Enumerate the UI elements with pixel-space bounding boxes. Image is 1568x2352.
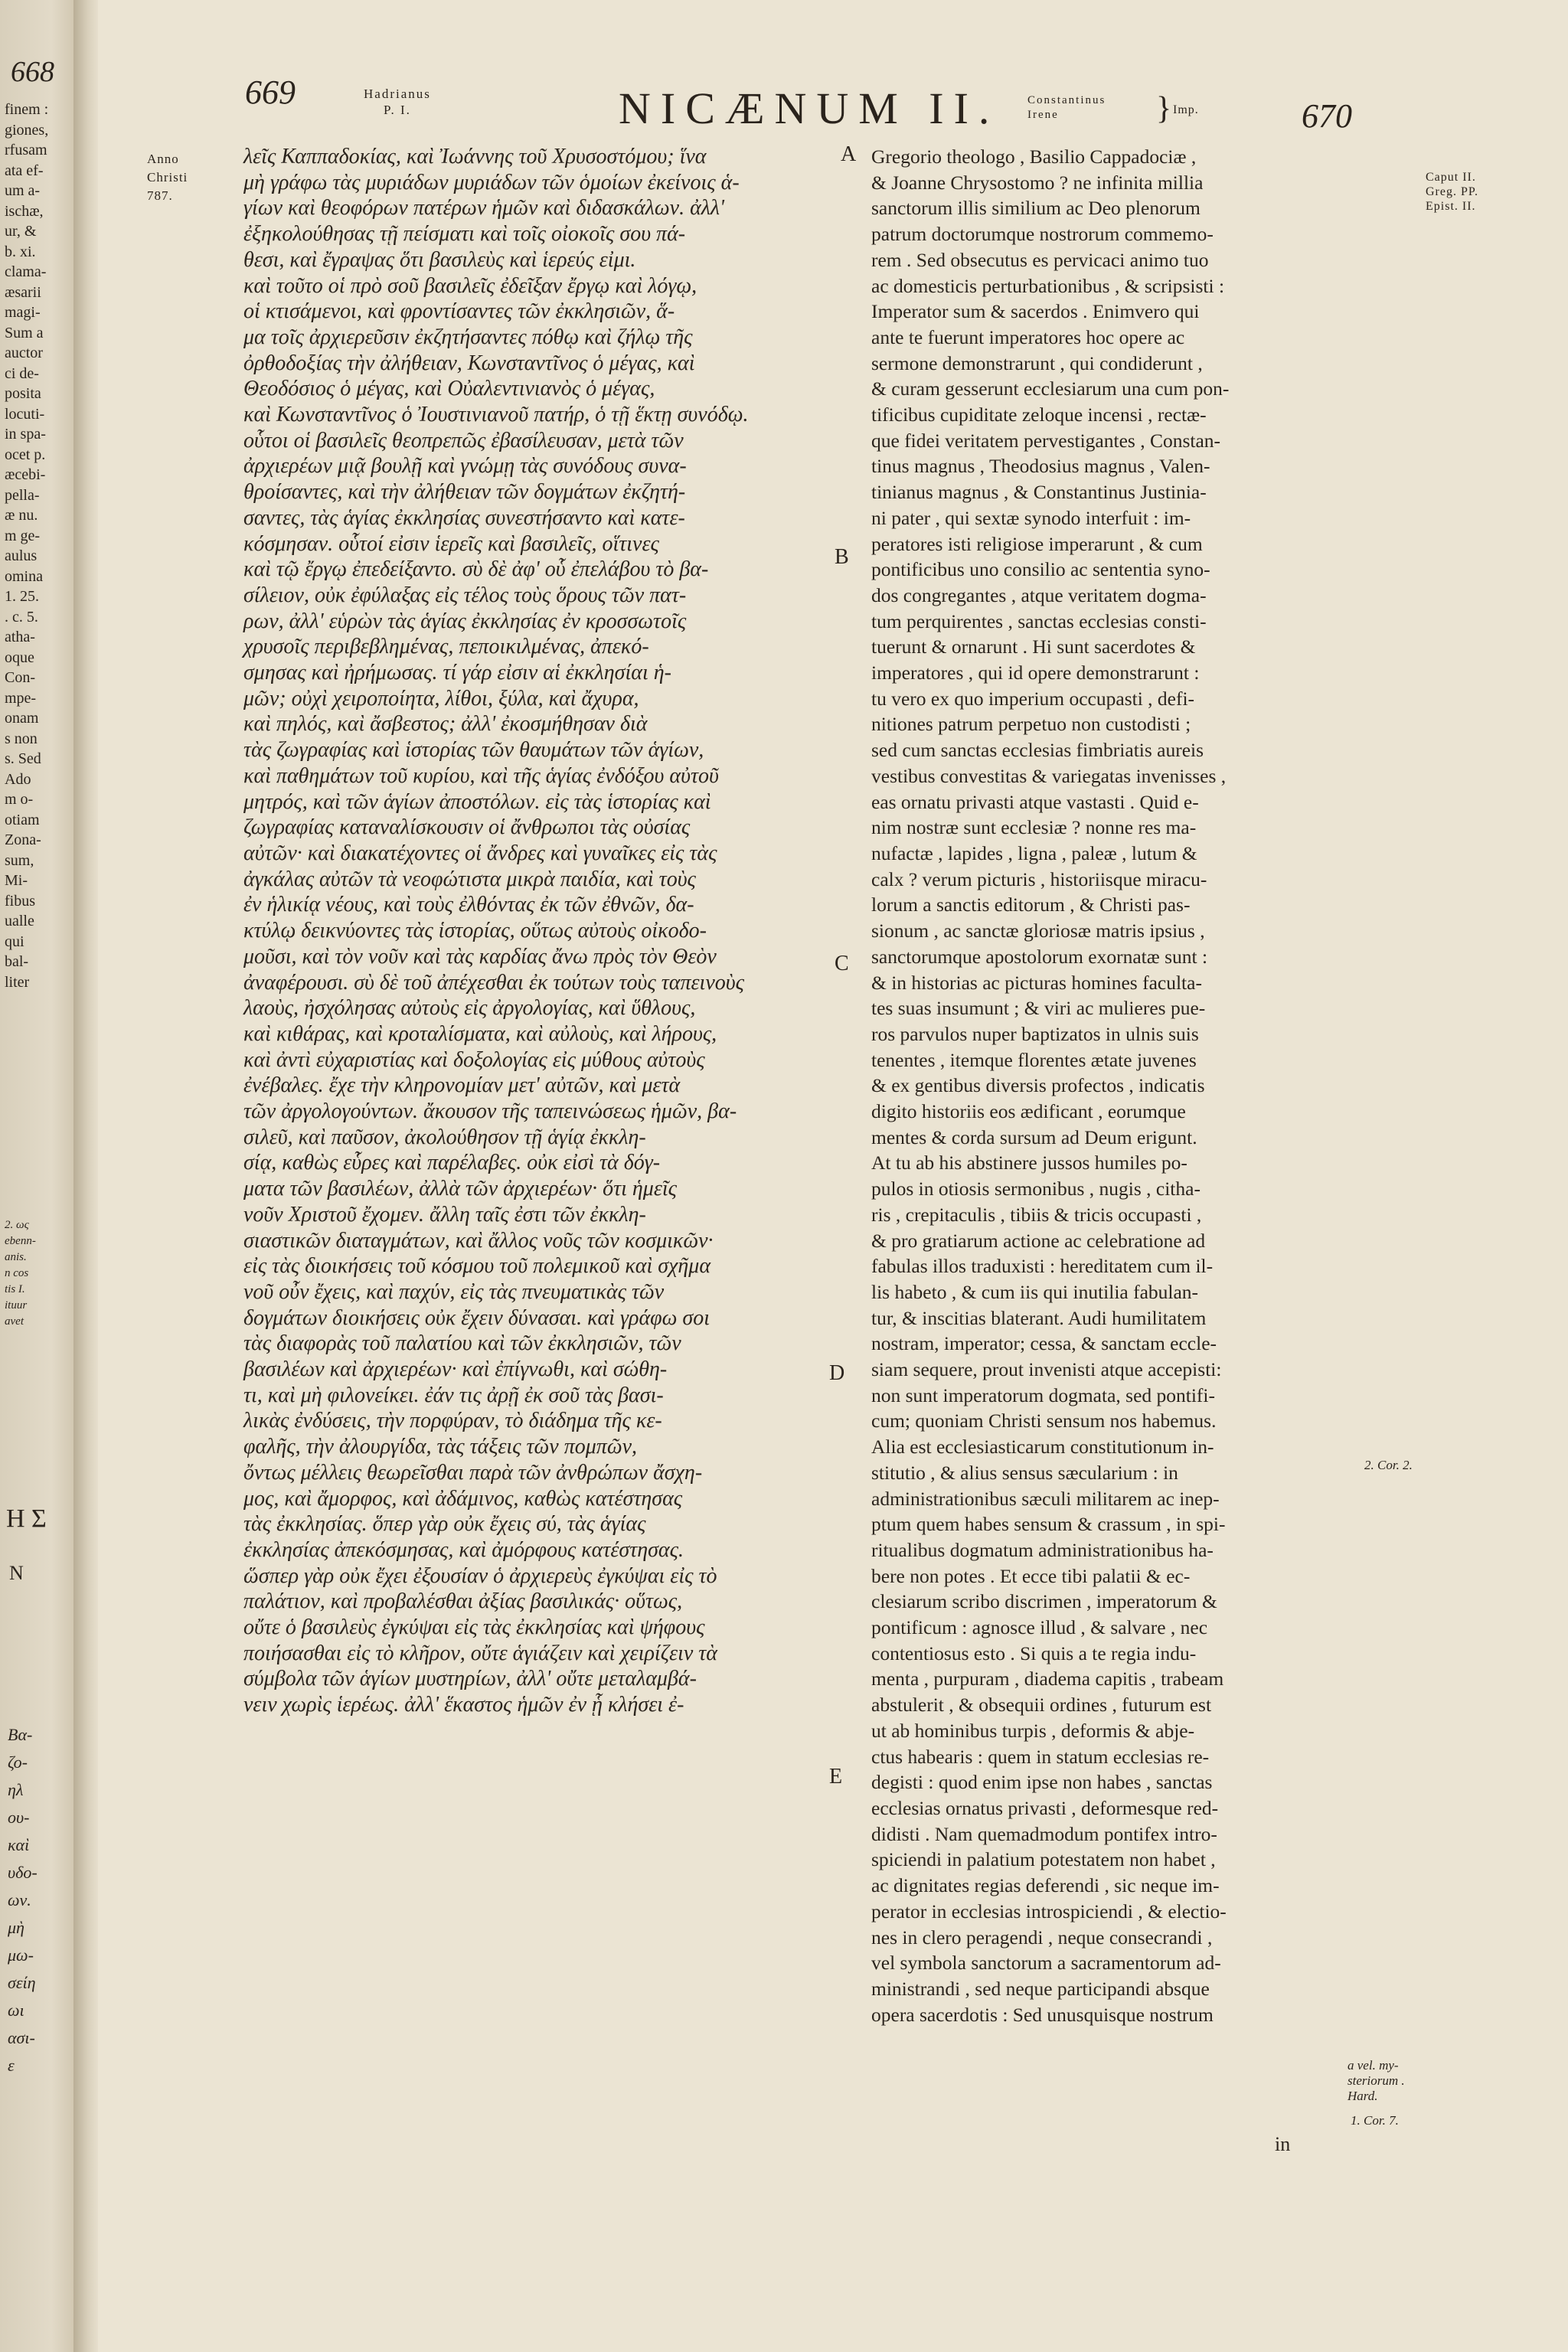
left-page-line: ata ef-: [5, 162, 44, 179]
left-page-line: onam: [5, 710, 39, 727]
left-page-line: b. xi.: [5, 243, 36, 260]
greek-text-line: θεσι, καὶ ἔγραψας ὅτι βασιλεὺς καὶ ἱερεύς εἰμι.: [243, 247, 636, 272]
greek-text-line: λεῖς Καππαδοκίας, καὶ Ἰωάννης τοῦ Χρυσοστόμου; ἵνα: [243, 145, 707, 168]
left-page-note-line: tis I.: [5, 1283, 25, 1295]
latin-text-line: contentiosus esto . Si quis a te regia indu-: [871, 1642, 1197, 1664]
greek-text-line: καὶ ἀντὶ εὐχαριστίας καὶ δοξολογίας εἰς μύθους αὐτοὺς: [243, 1047, 705, 1072]
latin-text-line: ac domesticis perturbationibus , & scripsisti :: [871, 274, 1225, 297]
running-head-emperor: Constantinus: [1027, 94, 1106, 106]
latin-text-line: digito historiis eos ædificant , eorumque: [871, 1100, 1186, 1123]
greek-text-line: σιαστικῶν διαταγμάτων, καὶ ἄλλος νοῦς τῶν κοσμικῶν·: [243, 1228, 714, 1253]
greek-text-line: οὔτε ὁ βασιλεὺς ἐγκύψαι εἰς τὰς ἐκκλησίας καὶ ψήφους: [243, 1615, 705, 1640]
latin-text-line: spiciendi in palatium potestatem non habet ,: [871, 1848, 1216, 1871]
year-label: 787.: [147, 188, 173, 203]
left-page-greek-line: σείη: [8, 1973, 36, 1992]
latin-text-line: perator in ecclesias introspiciendi , & electio-: [871, 1900, 1227, 1922]
greek-text-line: νοῦν Χριστοῦ ἔχομεν. ἄλλη ταῖς ἐστι τῶν ἐκκλη-: [243, 1202, 646, 1227]
left-page-line: æcebi-: [5, 466, 46, 483]
latin-text-line: nes in clero peragendi , neque consecrandi ,: [871, 1926, 1213, 1949]
greek-text-line: λαοὺς, ἠσχόλησας αὐτοὺς εἰς ἀργολογίας, καὶ ὕθλους,: [243, 996, 696, 1021]
latin-text-line: tuerunt & ornarunt . Hi sunt sacerdotes &: [871, 635, 1196, 658]
latin-text-line: pontificum : agnosce illud , & salvare , nec: [871, 1616, 1208, 1639]
latin-text-line: siam sequere, prout invenisti atque accepisti:: [871, 1358, 1222, 1381]
latin-text-line: sermone demonstrarunt , qui condiderunt ,: [871, 351, 1203, 374]
left-page-line: clama-: [5, 263, 47, 280]
left-page-small-notes: [5, 1217, 66, 1330]
left-page-note-line: n cos: [5, 1267, 29, 1279]
latin-text-line: nitiones patrum perpetuo non custodisti ;: [871, 713, 1191, 736]
greek-text-line: μητρός, καὶ τῶν ἁγίων ἀποστόλων. εἰς τὰς ἱστορίας καὶ: [243, 789, 711, 814]
latin-text-line: tinianus magnus , & Constantinus Justinia-: [871, 481, 1207, 504]
greek-text-line: θροίσαντες, καὶ τὴν ἀλήθειαν τῶν δογμάτων ἐκζητή-: [243, 480, 686, 505]
section-letter-d: D: [829, 1361, 845, 1385]
latin-text-line: vestibus convestitas & variegatas invenisses ,: [871, 764, 1227, 787]
greek-text-line: νοῦ οὖν ἔχεις, καὶ παχύν, εἰς τὰς πνευματικὰς τῶν: [243, 1279, 665, 1304]
left-page-line: pella-: [5, 486, 40, 504]
left-page-line: bal-: [5, 953, 29, 970]
left-page-line: Ado: [5, 770, 31, 788]
christi-label: Christi: [147, 170, 188, 185]
latin-text-line: clesiarum scribo discrimen , imperatorum &: [871, 1590, 1217, 1613]
latin-text-line: tes suas insumunt ; & viri ac mulieres pue-: [871, 997, 1206, 1020]
left-page-line: ischæ,: [5, 202, 44, 220]
left-page-greek-line: ασι-: [8, 2028, 35, 2047]
left-page-note-line: ebenn-: [5, 1235, 36, 1247]
latin-text-line: Gregorio theologo , Basilio Cappadociæ ,: [871, 145, 1197, 168]
left-page-line: ualle: [5, 913, 34, 929]
greek-text-line: χρυσοῖς περιβεβλημένας, πεποικιλμένας, ἀπεκό-: [243, 635, 649, 659]
left-page-line: ci de-: [5, 364, 39, 382]
latin-text-line: & ex gentibus diversis profectos , indicatis: [871, 1074, 1205, 1097]
left-page-greek-line: ων.: [8, 1890, 31, 1909]
latin-text-line: tificibus cupiditate zeloque incensi , rectæ-: [871, 403, 1207, 426]
greek-text-line: ἀγκάλας αὐτῶν τὰ νεοφώτιστα μικρὰ παιδία, καὶ τοὺς: [243, 867, 696, 891]
left-page-greek-line: Βα-: [8, 1725, 33, 1744]
greek-text-line: καὶ τοῦτο οἱ πρὸ σοῦ βασιλεῖς ἐδεῖξαν ἔργῳ καὶ λόγῳ,: [243, 273, 697, 298]
latin-text-line: ptum quem habes sensum & crassum , in spi-: [871, 1513, 1226, 1536]
greek-text-line: μος, καὶ ἄμορφος, καὶ ἀδάμινος, καθὼς κατέστησας: [243, 1486, 683, 1511]
latin-text-line: ut ab hominibus turpis , deformis & abje-: [871, 1719, 1195, 1742]
greek-text-line: σαντες, τὰς ἁγίας ἐκκλησίας συνεστήσαντο καὶ κατε-: [243, 505, 685, 530]
greek-text-line: Θεοδόσιος ὁ μέγας, καὶ Οὐαλεντινιανὸς ὁ μέγας,: [243, 377, 655, 401]
section-letter-c: C: [835, 952, 849, 975]
greek-text-line: τι, καὶ μὴ φιλονείκει. ἐάν τις ἀρῇ ἐκ σοῦ τὰς βασι-: [243, 1383, 664, 1407]
left-page-greek-line: καὶ: [8, 1835, 30, 1854]
left-page-line: ocet p.: [5, 446, 46, 463]
left-page-line: ur, &: [5, 223, 37, 240]
left-page-line: Sum a: [5, 324, 44, 341]
left-page-line: in spa-: [5, 426, 46, 443]
latin-text-line: que fidei veritatem pervestigantes , Constan-: [871, 429, 1221, 452]
greek-text-line: βασιλέων καὶ ἀρχιερέων· καὶ ἐπίγνωθι, καὶ σώθη-: [243, 1357, 668, 1382]
latin-text-line: ministrandi , sed neque participandi absque: [871, 1977, 1210, 2000]
greek-text-line: ποιήσασθαι εἰς τὸ κλῆρον, οὔτε ἁγιάζειν καὶ χειρίζειν τὰ: [243, 1641, 718, 1665]
greek-text-line: εἰς τὰς διοικήσεις τοῦ κόσμου τοῦ πολεμικοῦ καὶ σχῆμα: [243, 1254, 711, 1279]
greek-text-line: λικὰς ἐνδύσεις, τὴν πορφύραν, τὸ διάδημα τῆς κε-: [243, 1409, 662, 1433]
greek-text-line: ματα τῶν βασιλέων, ἀλλὰ τῶν ἀρχιερέων· ὅτι ἡμεῖς: [243, 1177, 678, 1201]
greek-text-line: ἐνέβαλες. ἔχε τὴν κληρονομίαν μετ' αὐτῶν, καὶ μετὰ: [243, 1073, 681, 1098]
latin-text-line: nim nostræ sunt ecclesiæ ? nonne res ma-: [871, 816, 1197, 839]
catchword: in: [1275, 2133, 1291, 2155]
running-head-right: [1027, 93, 1106, 122]
left-page-line: sum,: [5, 851, 34, 869]
left-page-greek-capitals: Η Σ: [6, 1504, 47, 1533]
left-page-line: auctor: [5, 345, 43, 361]
greek-text-line: κτύλῳ δεικνύοντες τὰς ἱστορίας, οὕτως αὐτοὺς οἰκοδο-: [243, 919, 707, 943]
latin-text-line: rem . Sed obsecutus es pervicaci animo tuo: [871, 248, 1209, 271]
greek-text-line: ἀρχιερέων μιᾷ βουλῇ καὶ γνώμῃ τὰς συνόδους συνα-: [243, 454, 687, 479]
greek-text-line: οἱ κτισάμενοι, καὶ φροντίσαντες τῶν ἐκκλησιῶν, ἅ-: [243, 299, 675, 324]
latin-text-line: & pro gratiarum actione ac celebratione ad: [871, 1229, 1206, 1252]
greek-text-line: ἀναφέρουσι. σὺ δὲ τοῦ ἀπέχεσθαι ἐκ τούτων τοὺς ταπεινοὺς: [243, 970, 744, 995]
latin-text-line: sanctorumque apostolorum exornatæ sunt :: [871, 945, 1208, 968]
scripture-ref-2cor: 2. Cor. 2.: [1364, 1458, 1413, 1472]
left-page-greek-line: μω-: [8, 1945, 34, 1965]
left-page-line: giones,: [5, 121, 49, 139]
greek-text-line: ὄντως μέλλεις θεωρεῖσθαι παρὰ τῶν ἀνθρώπων ἄσχη-: [243, 1460, 703, 1485]
left-page-line: otiam: [5, 811, 40, 828]
greg-label: Greg. PP.: [1426, 185, 1479, 198]
latin-text-line: nostram, imperator; cessa, & sanctam eccle-: [871, 1332, 1217, 1355]
greek-text-line: μὴ γράφω τὰς μυριάδων μυριάδων τῶν ὁμοίων ἐκείνοις ἁ-: [243, 170, 740, 194]
left-page-note-line: 2. ως: [5, 1219, 29, 1231]
left-page-note-line: anis.: [5, 1251, 27, 1263]
latin-column: [871, 144, 1407, 2027]
greek-text-line: καὶ πηλός, καὶ ἄσβεστος; ἀλλ' ἐκοσμήθησαν διὰ: [243, 712, 648, 737]
left-page-line: qui: [5, 933, 24, 950]
left-page-line: magi-: [5, 304, 41, 321]
greek-text-line: αὐτῶν· καὶ διακατέχοντες οἱ ἄνδρες καὶ γυναῖκες εἰς τὰς: [243, 841, 717, 865]
left-page-greek-line: ζο-: [8, 1753, 28, 1772]
latin-text-line: abstulerit , & obsequii ordines , futurum est: [871, 1694, 1212, 1717]
latin-text-line: & curam gesserunt ecclesiarum una cum pon-: [871, 377, 1230, 400]
latin-text-line: patrum doctorumque nostrorum commemo-: [871, 223, 1214, 246]
greek-text-line: τὰς διαφορὰς τοῦ παλατίου καὶ τῶν ἐκκλησιῶν, τῶν: [243, 1331, 681, 1356]
latin-text-line: vel symbola sanctorum a sacramentorum ad-: [871, 1952, 1221, 1975]
latin-text-line: tinus magnus , Theodosius magnus , Valen-: [871, 455, 1210, 478]
latin-text-line: nufactæ , lapides , ligna , paleæ , lutum &: [871, 841, 1197, 864]
greek-text-line: μα τοῖς ἀρχιερεῦσιν ἐκζητήσαντες πόθῳ καὶ ζήλῳ τῆς: [243, 325, 693, 349]
left-page-margin-text: [5, 100, 70, 992]
anno-label: Anno: [147, 152, 179, 166]
latin-text-line: pontificibus uno consilio ac sententia syno-: [871, 558, 1210, 581]
left-page-number: 668: [11, 56, 54, 88]
greek-text-line: σμησας καὶ ἠρήμωσας. τί γάρ εἰσιν αἱ ἐκκλησίαι ἡ-: [243, 661, 671, 685]
latin-text-line: imperatores , qui id opere demonstrarunt :: [871, 662, 1200, 684]
greek-text-line: ὀρθοδοξίας τὴν ἀλήθειαν, Κωνσταντῖνος ὁ μέγας, καὶ: [243, 351, 695, 375]
latin-text-line: dos congregantes , atque veritatem dogma-: [871, 583, 1207, 606]
greek-text-line: δογμάτων διοικήσεις οὐκ ἔχειν δύνασαι. καὶ γράφω σοι: [243, 1305, 710, 1330]
latin-text-line: administrationibus sæculi militarem ac inep-: [871, 1487, 1220, 1510]
greek-text-line: οὗτοι οἱ βασιλεῖς θεοπρεπῶς ἐβασίλευσαν, μετὰ τῶν: [243, 428, 684, 452]
latin-text-line: tenentes , itemque florentes ætate juvenes: [871, 1048, 1197, 1071]
latin-text-line: tur, & inscitias blaterant. Audi humilitatem: [871, 1306, 1207, 1329]
latin-text-line: ritualibus dogmatum administrationibus ha-: [871, 1538, 1214, 1561]
greek-text-line: τὰς ζωγραφίας καὶ ἱστορίας τῶν θαυμάτων τῶν ἁγίων,: [243, 738, 704, 763]
latin-text-line: & in historias ac picturas homines faculta-: [871, 971, 1202, 994]
latin-text-line: lorum a sanctis editorum , & Christi pas-: [871, 893, 1191, 916]
latin-text-line: At tu ab his abstinere jussos humiles po-: [871, 1152, 1187, 1174]
left-page-line: æsarii: [5, 283, 41, 301]
left-page-line: Con-: [5, 669, 35, 686]
greek-text-line: ἐν ἡλικίᾳ νέους, καὶ τοὺς ἐλθόντας ἐκ τῶν ἐθνῶν, δα-: [243, 893, 694, 917]
left-page-line: m o-: [5, 791, 34, 808]
previous-page-edge: [0, 0, 74, 2352]
left-page-line: æ nu.: [5, 507, 38, 524]
epist-label: Epist. II.: [1426, 200, 1476, 213]
section-letter-a: A: [841, 142, 857, 166]
latin-text-line: Imperator sum & sacerdos . Enimvero qui: [871, 300, 1200, 323]
latin-text-line: opera sacerdotis : Sed unusquisque nostrum: [871, 2003, 1214, 2026]
latin-text-line: Alia est ecclesiasticarum constitutionum in-: [871, 1436, 1214, 1459]
greek-text-line: σίλειον, οὐκ ἐφύλαξας εἰς τέλος τοὺς ὅρους τῶν πατ-: [243, 583, 687, 607]
latin-text-line: ni pater , qui sextæ synodo interfuit : im-: [871, 506, 1191, 529]
greek-text-line: σιλεῦ, καὶ παῦσον, ἀκολούθησον τῇ ἁγίᾳ ἐκκλη-: [243, 1125, 646, 1149]
running-head-pope-number: P. I.: [383, 103, 411, 117]
left-page-line: omina: [5, 567, 43, 585]
latin-text-line: & Joanne Chrysostomo ? ne infinita millia: [871, 171, 1204, 194]
footnote-a-line3: Hard.: [1348, 2089, 1378, 2103]
greek-text-line: σίᾳ, καθὼς εὗρες καὶ παρέλαβες. οὐκ εἰσὶ τὰ δόγ-: [243, 1151, 661, 1175]
left-page-line: finem :: [5, 101, 49, 118]
page-number-right: 670: [1302, 97, 1352, 135]
left-page-line: 1. 25.: [5, 588, 39, 605]
greek-text-line: κόσμησαν. οὗτοί εἰσιν ἱερεῖς καὶ βασιλεῖς, οἵτινες: [243, 531, 659, 556]
left-page-greek-line: μὴ: [8, 1918, 24, 1937]
greek-text-line: μοῦσι, καὶ τὸν νοῦν καὶ τὰς καρδίας ἄνω πρὸς τὸν Θεὸν: [243, 944, 717, 969]
latin-text-line: non sunt imperatorum dogmata, sed pontifi-: [871, 1383, 1216, 1406]
running-head-brace: }: [1156, 91, 1172, 126]
greek-text-line: ὥσπερ γὰρ οὐκ ἔχει ἐξουσίαν ὁ ἀρχιερεὺς ἐγκύψαι εἰς τὸ: [243, 1563, 717, 1588]
latin-text-line: ante te fuerunt imperatores hoc opere ac: [871, 325, 1185, 348]
greek-text-line: γίων καὶ θεοφόρων πατέρων ἡμῶν καὶ διδασκάλων. ἀλλ': [243, 196, 725, 220]
latin-text-line: eas ornatu privasti atque vastasti . Quid e-: [871, 790, 1199, 813]
left-page-line: atha-: [5, 629, 35, 645]
latin-text-line: ris , crepitaculis , tibiis & tricis occupasti ,: [871, 1203, 1202, 1226]
left-page-line: s. Sed: [5, 750, 41, 767]
latin-text-line: sanctorum illis similium ac Deo plenorum: [871, 197, 1200, 220]
left-page-line: liter: [5, 973, 30, 991]
greek-text-line: καὶ Κωνσταντῖνος ὁ Ἰουστινιανοῦ πατήρ, ὁ τῇ ἕκτῃ συνόδῳ.: [243, 403, 749, 427]
left-page-line: locuti-: [5, 405, 45, 423]
latin-text-line: peratores isti religiose imperarunt , & cum: [871, 532, 1203, 555]
section-letter-e: E: [829, 1765, 843, 1788]
left-page-greek-line: ωι: [8, 2001, 24, 2020]
greek-text-line: τῶν ἀργολογούντων. ἄκουσον τῆς ταπεινώσεως ἡμῶν, βα-: [243, 1099, 737, 1124]
left-page-line: m ge-: [5, 527, 41, 544]
left-page-line: Mi-: [5, 872, 28, 889]
caput-marginal-note: [1426, 170, 1478, 214]
footnote-a-line1: a vel. my-: [1348, 2058, 1399, 2073]
book-spine-gutter: [74, 0, 98, 2352]
running-head-empress: Irene: [1027, 109, 1059, 121]
left-page-line: oque: [5, 648, 34, 666]
greek-text-line: μῶν; οὐχὶ χειροποίητα, λίθοι, ξύλα, καὶ ἄχυρα,: [243, 686, 639, 710]
latin-text-line: tum perquirentes , sanctas ecclesias consti-: [871, 609, 1207, 632]
greek-text-line: παλάτιον, καὶ προβαλέσθαι ἀξίας βασιλικάς· οὕτως,: [243, 1589, 683, 1614]
greek-text-line: καὶ κιθάρας, καὶ κροταλίσματα, καὶ αὐλοὺς, καὶ λήρους,: [243, 1021, 717, 1046]
latin-text-line: lis habeto , & cum iis qui inutilia fabulan-: [871, 1280, 1199, 1303]
running-head-imp: Imp.: [1173, 103, 1199, 116]
latin-text-line: ecclesias ornatus privasti , deformesque red-: [871, 1797, 1219, 1819]
latin-text-line: calx ? verum picturis , historiisque miracu-: [871, 867, 1207, 890]
greek-text-line: ρων, ἀλλ' εὑρὼν τὰς ἁγίας ἐκκλησίας ἐν κροσσωτοῖς: [243, 609, 687, 633]
greek-column: [243, 144, 825, 1718]
left-page-greek-line: ε: [8, 2056, 15, 2075]
left-page-line: posita: [5, 385, 41, 402]
latin-text-line: pulos in otiosis sermonibus , nugis , citha-: [871, 1178, 1200, 1200]
left-page-greek-line: υδο-: [8, 1863, 38, 1882]
latin-text-line: cum; quoniam Christi sensum nos habemus.: [871, 1410, 1217, 1432]
left-page-line: aulus: [5, 547, 38, 564]
left-page-greek-line: ου-: [8, 1808, 30, 1827]
latin-text-line: ac dignitates regias deferendi , sic neque im-: [871, 1874, 1220, 1897]
left-page-line: mpe-: [5, 689, 37, 707]
latin-text-line: degisti : quod enim ipse non habes , sanctas: [871, 1771, 1213, 1794]
left-page-greek-line: ηλ: [8, 1780, 24, 1799]
greek-text-line: ἐκκλησίας ἀπεκόσμησας, καὶ ἀμόρφους κατέστησας.: [243, 1537, 684, 1562]
left-page-note-line: avet: [5, 1315, 24, 1328]
greek-text-line: ἐξηκολούθησας τῇ πείσματι καὶ τοῖς οἰοκοῖς σου πά-: [243, 222, 686, 247]
greek-text-line: σύμβολα τῶν ἁγίων μυστηρίων, ἀλλ' οὔτε μεταλαμβά-: [243, 1667, 697, 1691]
latin-text-line: mentes & corda sursum ad Deum erigunt.: [871, 1125, 1197, 1148]
latin-text-line: ctus habearis : quem in statum ecclesias re-: [871, 1745, 1210, 1768]
latin-text-line: menta , purpuram , diadema capitis , trabeam: [871, 1668, 1224, 1690]
left-page-line: um a-: [5, 182, 41, 199]
latin-text-line: fabulas illos traduxisti : hereditatem cum il-: [871, 1255, 1214, 1278]
left-page-note-line: ituur: [5, 1299, 28, 1312]
greek-text-line: φαλῆς, τὴν ἀλουργίδα, τὰς τάξεις τῶν πομπῶν,: [243, 1435, 638, 1459]
left-page-line: . c. 5.: [5, 608, 38, 626]
section-letter-b: B: [835, 545, 849, 569]
latin-text-line: didisti . Nam quemadmodum pontifex intro-: [871, 1822, 1217, 1845]
latin-text-line: sed cum sanctas ecclesias fimbriatis aureis: [871, 739, 1204, 762]
footnote-a: [1348, 2058, 1405, 2104]
latin-text-line: ros parvulos nuper baptizatos in ulnis suis: [871, 1022, 1199, 1045]
footnote-a-line2: steriorum .: [1348, 2073, 1405, 2088]
running-head-left: [364, 86, 431, 118]
left-page-line: Zona-: [5, 831, 41, 848]
latin-text-line: tu vero ex quo imperium occupasti , defi-: [871, 687, 1195, 710]
left-page-bottom-greek: [8, 1721, 69, 2079]
running-head-pope: Hadrianus: [364, 87, 431, 101]
greek-text-line: καὶ παθημάτων τοῦ κυρίου, καὶ τῆς ἁγίας ἐνδόξου αὐτοῦ: [243, 763, 719, 788]
page-title: NICÆNUM II.: [619, 83, 1000, 133]
page-number-left: 669: [245, 74, 296, 111]
caput-label: Caput II.: [1426, 171, 1476, 184]
left-page-line: s non: [5, 730, 38, 747]
greek-text-line: καὶ τῷ ἔργῳ ἐπεδείξαντο. σὺ δὲ ἀφ' οὗ ἐπελάβου τὸ βα-: [243, 557, 709, 582]
left-page-letter-n: N: [9, 1562, 24, 1584]
greek-text-line: νειν χωρὶς ἱερέως. ἀλλ' ἕκαστος ἡμῶν ἐν ᾗ κλήσει ἐ-: [243, 1693, 684, 1717]
greek-text-line: τὰς ἐκκλησίας. ὅπερ γὰρ οὐκ ἔχεις σύ, τὰς ἁγίας: [243, 1512, 646, 1537]
anno-christi-note: [147, 150, 188, 205]
greek-text-line: ζωγραφίας καταναλίσκουσιν οἱ ἄνθρωποι τὰς οὐσίας: [243, 815, 691, 840]
latin-text-line: bere non potes . Et ecce tibi palatii & ec-: [871, 1564, 1191, 1587]
latin-text-line: sionum , ac sanctæ gloriosæ matris ipsius ,: [871, 920, 1205, 942]
left-page-line: fibus: [5, 892, 35, 910]
scripture-ref-1cor: 1. Cor. 7.: [1351, 2113, 1399, 2128]
latin-text-line: stitutio , & alius sensus sæcularium : in: [871, 1461, 1178, 1484]
left-page-line: rfusam: [5, 142, 47, 158]
